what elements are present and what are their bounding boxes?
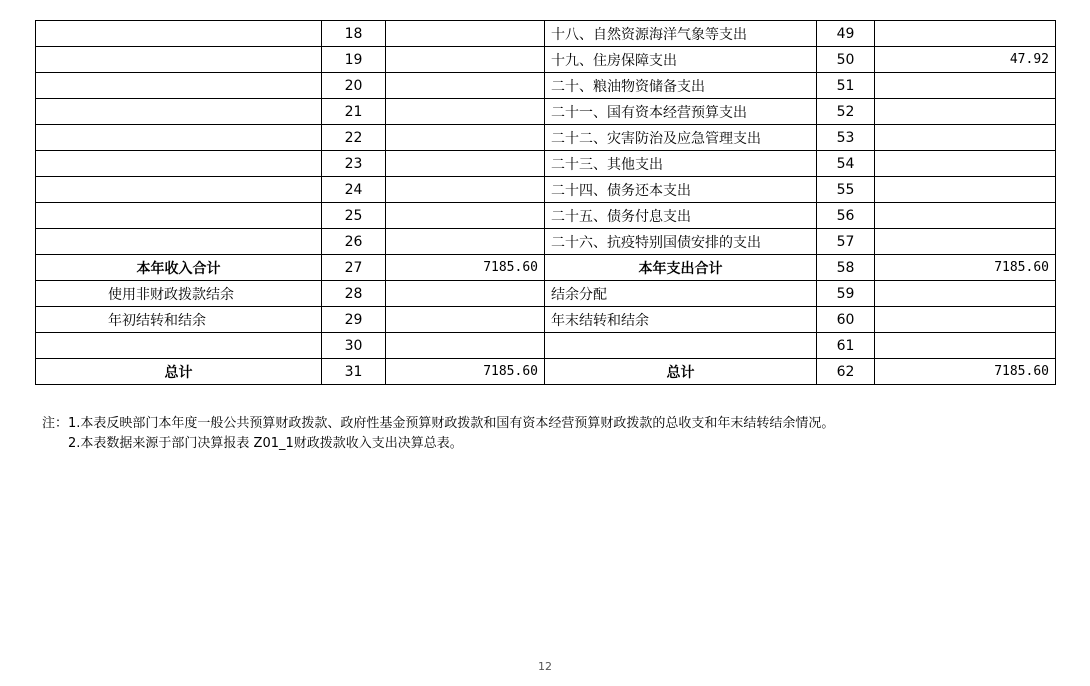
fiscal-allocation-summary-table (35, 20, 1056, 385)
expense-amount-cell (875, 229, 1056, 255)
income-line-no-cell: 28 (322, 281, 386, 307)
note-line-1: 注：1.本表反映部门本年度一般公共预算财政拨款、政府性基金预算财政拨款和国有资本经营预算财政拨款的总收支和年末结转结余情况。 (42, 416, 835, 431)
income-line-no-cell: 21 (322, 99, 386, 125)
table-row (36, 307, 1056, 333)
expense-amount-cell (875, 307, 1056, 333)
income-item-cell (36, 125, 322, 151)
expense-item-cell: 十九、住房保障支出 (545, 47, 817, 73)
income-amount-cell (386, 73, 545, 99)
expense-amount-cell (875, 177, 1056, 203)
expense-item-cell: 二十六、抗疫特别国债安排的支出 (545, 229, 817, 255)
expense-line-no-cell: 51 (817, 73, 875, 99)
expense-amount-cell (875, 281, 1056, 307)
table-row (36, 21, 1056, 47)
income-subtotal-amount: 7185.60 (386, 255, 545, 281)
expense-item-cell: 二十二、灾害防治及应急管理支出 (545, 125, 817, 151)
income-amount-cell (386, 307, 545, 333)
expense-item-cell: 年末结转和结余 (545, 307, 817, 333)
income-line-no-cell: 23 (322, 151, 386, 177)
expense-item-cell: 二十四、债务还本支出 (545, 177, 817, 203)
income-item-cell (36, 229, 322, 255)
income-line-no-cell: 19 (322, 47, 386, 73)
income-item-cell (36, 203, 322, 229)
table-row (36, 125, 1056, 151)
expense-line-no-cell: 61 (817, 333, 875, 359)
expense-item-cell: 二十、粮油物资储备支出 (545, 73, 817, 99)
expense-amount-cell (875, 151, 1056, 177)
expense-total-amount: 7185.60 (875, 359, 1056, 385)
page-number: 12 (538, 660, 552, 673)
table-row (36, 151, 1056, 177)
expense-item-cell: 二十三、其他支出 (545, 151, 817, 177)
expense-line-no-cell: 57 (817, 229, 875, 255)
income-line-no-cell: 27 (322, 255, 386, 281)
expense-line-no-cell: 60 (817, 307, 875, 333)
expense-line-no-cell: 58 (817, 255, 875, 281)
expense-amount-cell (875, 99, 1056, 125)
income-line-no-cell: 30 (322, 333, 386, 359)
income-amount-cell (386, 125, 545, 151)
expense-line-no-cell: 59 (817, 281, 875, 307)
table-row (36, 229, 1056, 255)
income-amount-cell (386, 99, 545, 125)
table-row (36, 73, 1056, 99)
expense-line-no-cell: 53 (817, 125, 875, 151)
table-row (36, 99, 1056, 125)
income-line-no-cell: 26 (322, 229, 386, 255)
note-line-2: 2.本表数据来源于部门决算报表 Z01_1财政拨款收入支出决算总表。 (68, 436, 463, 451)
income-line-no-cell: 18 (322, 21, 386, 47)
expense-amount-cell (875, 333, 1056, 359)
income-item-cell: 年初结转和结余 (36, 307, 322, 333)
expense-subtotal-label: 本年支出合计 (545, 255, 817, 281)
table-row (36, 333, 1056, 359)
expense-amount-cell (875, 125, 1056, 151)
expense-line-no-cell: 55 (817, 177, 875, 203)
income-item-cell (36, 333, 322, 359)
income-line-no-cell: 20 (322, 73, 386, 99)
income-amount-cell (386, 21, 545, 47)
expense-subtotal-amount: 7185.60 (875, 255, 1056, 281)
income-amount-cell (386, 333, 545, 359)
expense-item-cell: 二十一、国有资本经营预算支出 (545, 99, 817, 125)
income-item-cell (36, 177, 322, 203)
table-row (36, 47, 1056, 73)
expense-amount-cell (875, 203, 1056, 229)
grand-total-row (36, 359, 1056, 385)
expense-line-no-cell: 56 (817, 203, 875, 229)
income-line-no-cell: 22 (322, 125, 386, 151)
table-row (36, 203, 1056, 229)
income-total-amount: 7185.60 (386, 359, 545, 385)
table-notes (42, 414, 834, 454)
expense-amount-cell (875, 21, 1056, 47)
income-item-cell (36, 47, 322, 73)
income-item-cell: 使用非财政拨款结余 (36, 281, 322, 307)
expense-line-no-cell: 54 (817, 151, 875, 177)
expense-item-cell: 二十五、债务付息支出 (545, 203, 817, 229)
table-row (36, 177, 1056, 203)
income-amount-cell (386, 281, 545, 307)
expense-line-no-cell: 49 (817, 21, 875, 47)
expense-item-cell: 十八、自然资源海洋气象等支出 (545, 21, 817, 47)
income-item-cell (36, 151, 322, 177)
expense-item-cell: 结余分配 (545, 281, 817, 307)
income-line-no-cell: 31 (322, 359, 386, 385)
expense-line-no-cell: 50 (817, 47, 875, 73)
expense-line-no-cell: 62 (817, 359, 875, 385)
expense-line-no-cell: 52 (817, 99, 875, 125)
income-amount-cell (386, 47, 545, 73)
income-item-cell (36, 73, 322, 99)
income-line-no-cell: 24 (322, 177, 386, 203)
expense-item-cell (545, 333, 817, 359)
income-amount-cell (386, 229, 545, 255)
income-line-no-cell: 25 (322, 203, 386, 229)
income-subtotal-label: 本年收入合计 (36, 255, 322, 281)
income-amount-cell (386, 151, 545, 177)
income-amount-cell (386, 203, 545, 229)
table-row (36, 281, 1056, 307)
expense-amount-cell: 47.92 (875, 47, 1056, 73)
expense-amount-cell (875, 73, 1056, 99)
income-amount-cell (386, 177, 545, 203)
subtotal-row (36, 255, 1056, 281)
income-line-no-cell: 29 (322, 307, 386, 333)
income-total-label: 总计 (36, 359, 322, 385)
income-item-cell (36, 99, 322, 125)
expense-total-label: 总计 (545, 359, 817, 385)
income-item-cell (36, 21, 322, 47)
